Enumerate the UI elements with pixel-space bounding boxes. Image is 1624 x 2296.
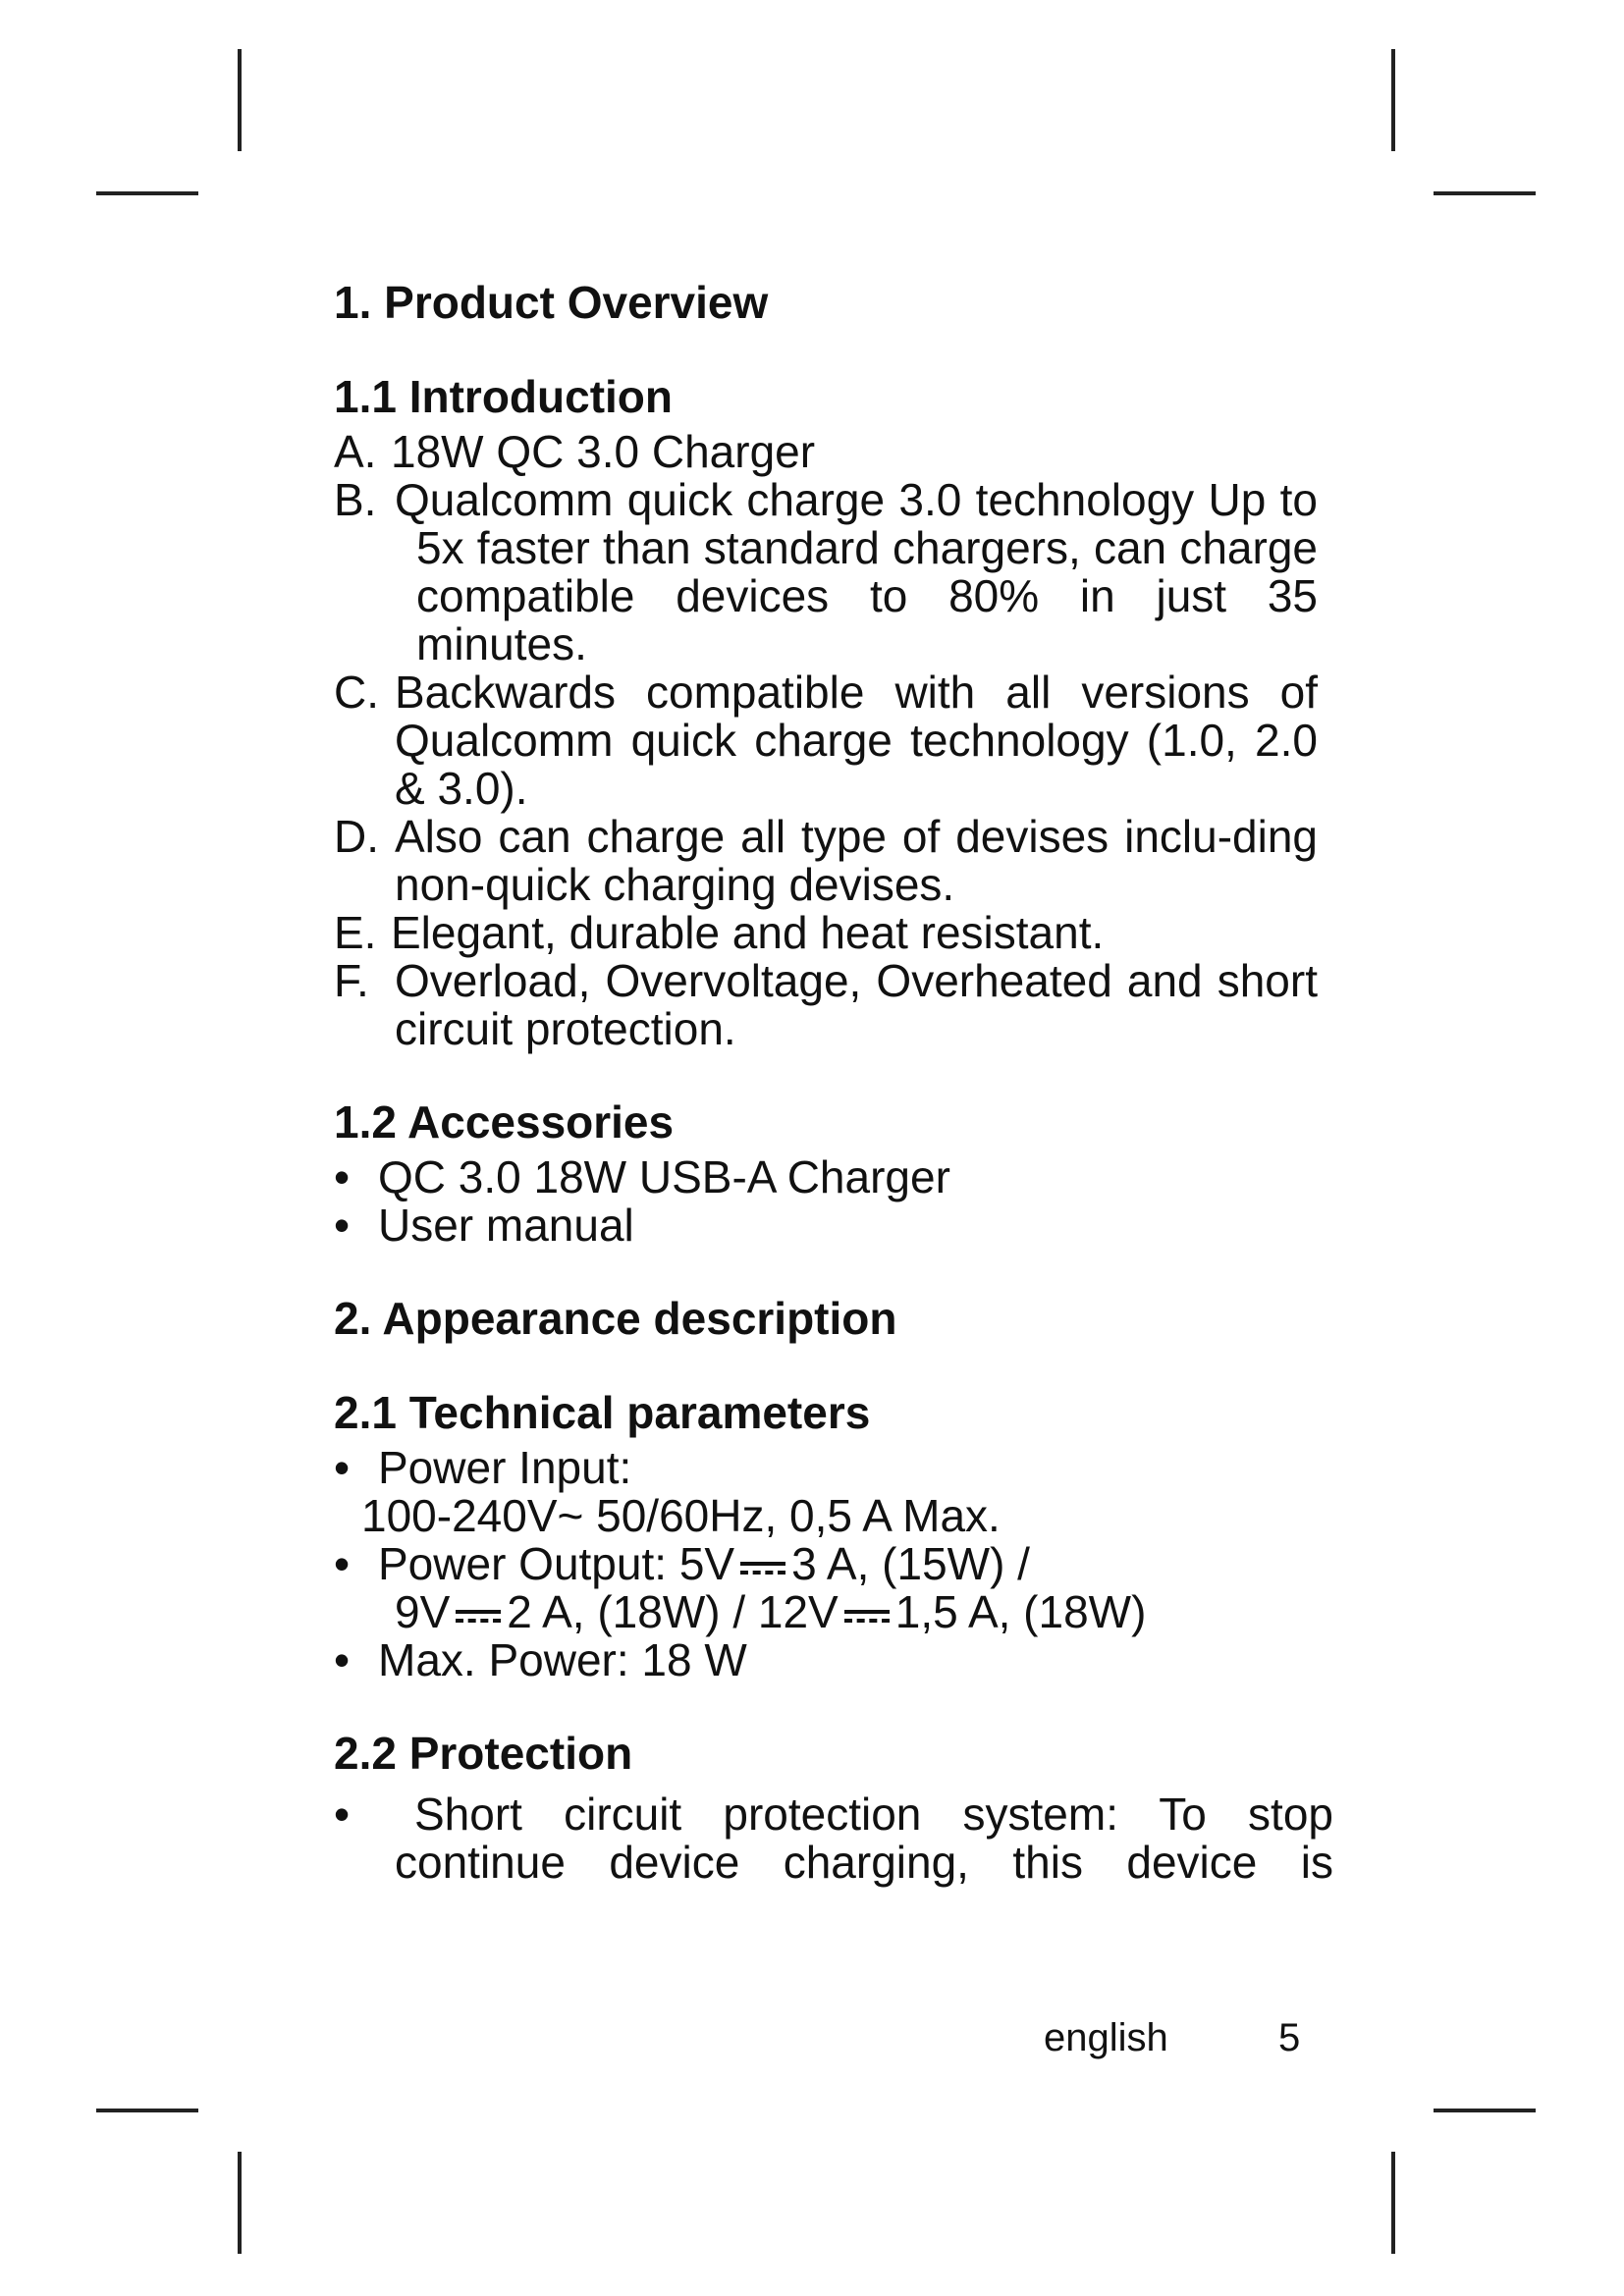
intro-item-label: A.	[334, 426, 377, 477]
power-input-value-text: 100-240V~ 50/60Hz, 0,5 A Max.	[361, 1490, 1001, 1541]
intro-item-e	[334, 909, 1318, 957]
crop-mark-bottom-left-horizontal	[96, 2109, 198, 2112]
crop-mark-bottom-left-vertical	[238, 2152, 242, 2254]
intro-item-text: Also can charge all type of devises inclu-ding non-quick charging devises.	[395, 811, 1318, 910]
intro-item-text: Overload, Overvoltage, Overheated and short circuit protection.	[395, 955, 1318, 1054]
crop-mark-top-left-vertical	[238, 49, 242, 151]
intro-item-label: E.	[334, 907, 377, 958]
page-number: 5	[1278, 2016, 1301, 2059]
intro-item-f	[334, 957, 1318, 1053]
intro-item-b	[334, 476, 1318, 668]
intro-item-label: D.	[334, 811, 379, 862]
section-title-accessories: 1.2 Accessories	[334, 1096, 675, 1148]
power-output-9v-current: 2 A, (18W) / 12V	[507, 1586, 839, 1637]
list-item: • Max. Power: 18 W	[334, 1634, 747, 1685]
power-output-line2	[334, 1588, 1318, 1636]
tech-list	[334, 1444, 1318, 1684]
page-content	[334, 275, 1333, 1888]
section-title-technical-parameters: 2.1 Technical parameters	[334, 1387, 871, 1438]
accessories-list	[334, 1153, 1318, 1250]
power-output-12v-current: 1,5 A, (18W)	[894, 1586, 1147, 1637]
list-item: • User manual	[334, 1200, 634, 1251]
crop-mark-top-right-vertical	[1391, 49, 1395, 151]
power-input-label: Power Input:	[378, 1442, 632, 1493]
power-output-prefix: Power Output: 5V	[378, 1538, 735, 1589]
power-output-9v: 9V	[395, 1586, 451, 1637]
list-item: • Power Output: 5V 3 A, (15W) /	[334, 1538, 1030, 1589]
protection-item	[334, 1790, 1333, 1887]
crop-mark-bottom-right-vertical	[1391, 2152, 1395, 2254]
intro-item-a	[334, 428, 1318, 476]
crop-mark-top-left-horizontal	[96, 191, 198, 195]
intro-item-c	[334, 668, 1318, 813]
section-title-protection: 2.2 Protection	[334, 1728, 633, 1779]
power-output-5v-current: 3 A, (15W) /	[791, 1538, 1030, 1589]
intro-item-text: Backwards compatible with all versions of Qualcomm quick charge technology (1.0, 2.0 & 3.0).	[395, 667, 1318, 814]
intro-item-d	[334, 813, 1318, 909]
protection-text: Short circuit protection system: To stop continue device charging, this device is	[395, 1789, 1333, 1888]
power-input-value	[334, 1492, 1318, 1540]
list-item: • QC 3.0 18W USB-A Charger	[334, 1151, 950, 1202]
crop-mark-bottom-right-horizontal	[1434, 2109, 1536, 2112]
accessory-text: QC 3.0 18W USB-A Charger	[378, 1151, 950, 1202]
section-title-appearance-description: 2. Appearance description	[334, 1293, 897, 1344]
dc-symbol-icon	[456, 1606, 501, 1626]
footer-language: english	[1044, 2016, 1168, 2059]
max-power-text: Max. Power: 18 W	[378, 1634, 747, 1685]
intro-item-label: C.	[334, 667, 379, 718]
list-item: • Power Input:	[334, 1442, 632, 1493]
dc-symbol-icon	[844, 1606, 890, 1626]
bullet: •	[334, 1789, 351, 1840]
intro-item-text: Qualcomm quick charge 3.0 technology Up to 5x faster than standard chargers, can charge compatible devices to 80% in just 35 minutes.	[395, 474, 1318, 669]
intro-item-text: 18W QC 3.0 Charger	[391, 426, 816, 477]
crop-mark-top-right-horizontal	[1434, 191, 1536, 195]
intro-list	[334, 428, 1318, 1053]
section-title-product-overview: 1. Product Overview	[334, 277, 769, 328]
intro-item-label: B.	[334, 474, 377, 525]
section-title-introduction: 1.1 Introduction	[334, 371, 673, 422]
intro-item-label: F.	[334, 955, 369, 1006]
dc-symbol-icon	[740, 1558, 785, 1577]
accessory-text: User manual	[378, 1200, 634, 1251]
intro-item-text: Elegant, durable and heat resistant.	[391, 907, 1105, 958]
